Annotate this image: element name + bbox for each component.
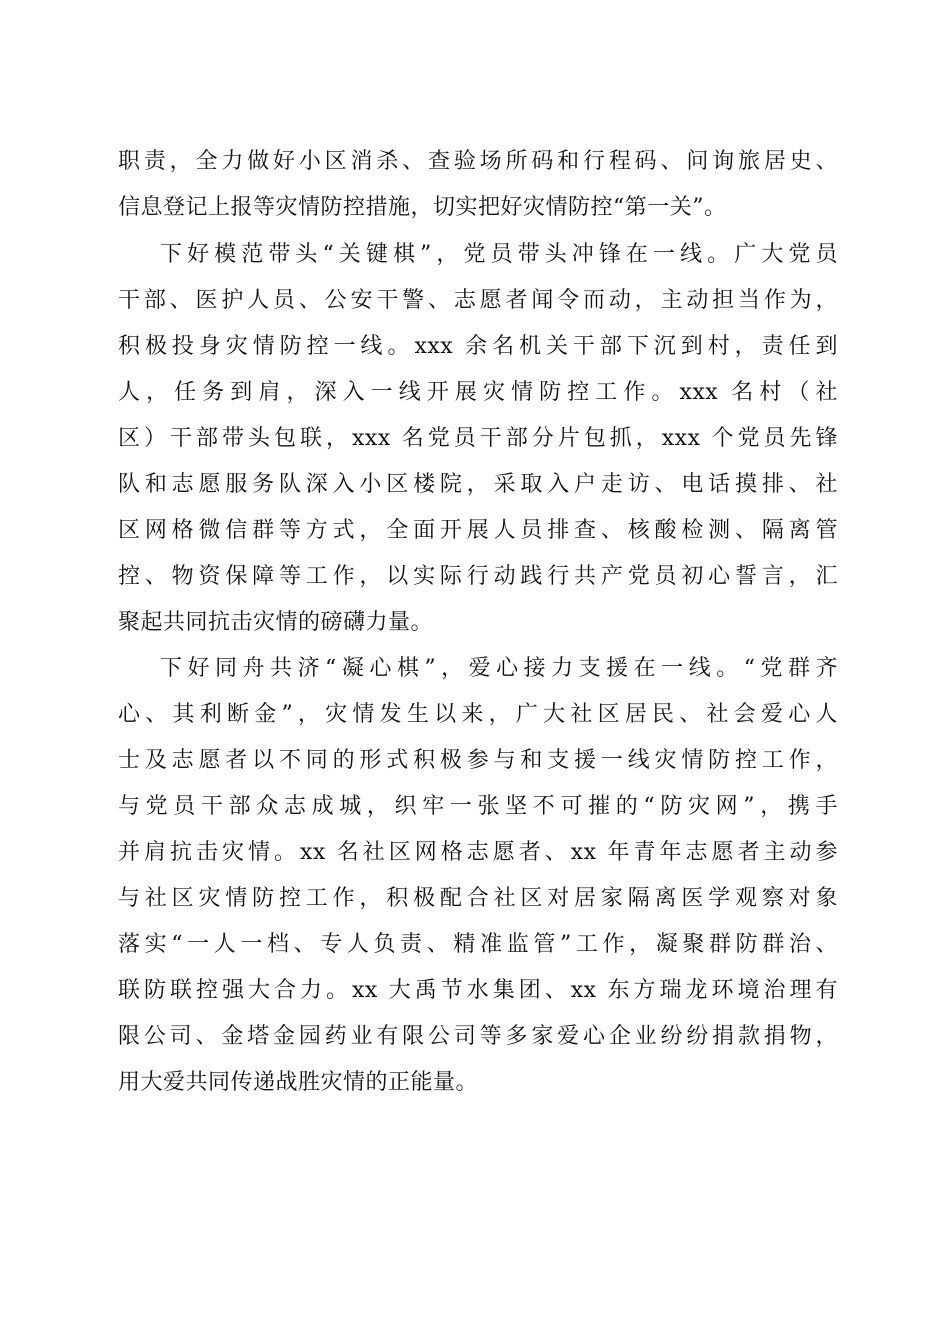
text-line: 用大爱共同传递战胜灾情的正能量。 <box>118 1070 479 1095</box>
text-line: 士及志愿者以不同的形式积极参与和支援一线灾情防控工作， <box>118 748 838 773</box>
text-line: 职责，全力做好小区消杀、查验场所码和行程码、问询旅居史、 <box>118 149 838 174</box>
text-line: 联防联控强大合力。xx 大禹节水集团、xx 东方瑞龙环境治理有 <box>118 978 838 1003</box>
text-line: 人，任务到肩，深入一线开展灾情防控工作。xxx 名村（社 <box>118 380 838 405</box>
paragraph-start-line: 下好模范带头“关键棋”，党员带头冲锋在一线。广大党员 <box>160 242 838 267</box>
text-line: 队和志愿服务队深入小区楼院，采取入户走访、电话摸排、社 <box>118 472 838 497</box>
text-line: 落实“一人一档、专人负责、精准监管”工作，凝聚群防群治、 <box>118 932 838 957</box>
text-line: 控、物资保障等工作，以实际行动践行共产党员初心誓言，汇 <box>118 564 838 589</box>
text-line: 心、其利断金”，灾情发生以来，广大社区居民、社会爱心人 <box>118 702 838 727</box>
text-line: 与党员干部众志成城，织牢一张坚不可摧的“防灾网”，携手 <box>118 794 838 819</box>
text-line: 与社区灾情防控工作，积极配合社区对居家隔离医学观察对象 <box>118 886 838 911</box>
text-line: 信息登记上报等灾情防控措施，切实把好灾情防控“第一关”。 <box>118 195 727 220</box>
text-line: 积极投身灾情防控一线。xxx 余名机关干部下沉到村，责任到 <box>118 334 838 359</box>
text-line: 区网格微信群等方式，全面开展人员排查、核酸检测、隔离管 <box>118 518 838 543</box>
text-line: 聚起共同抗击灾情的磅礴力量。 <box>118 610 434 635</box>
text-line: 限公司、金塔金园药业有限公司等多家爱心企业纷纷捐款捐物， <box>118 1024 838 1049</box>
text-line: 并肩抗击灾情。xx 名社区网格志愿者、xx 年青年志愿者主动参 <box>118 840 838 865</box>
text-line: 干部、医护人员、公安干警、志愿者闻令而动，主动担当作为， <box>118 288 838 313</box>
text-line: 区）干部带头包联，xxx 名党员干部分片包抓，xxx 个党员先锋 <box>118 426 838 451</box>
paragraph-start-line: 下好同舟共济“凝心棋”，爱心接力支援在一线。“党群齐 <box>160 656 838 681</box>
